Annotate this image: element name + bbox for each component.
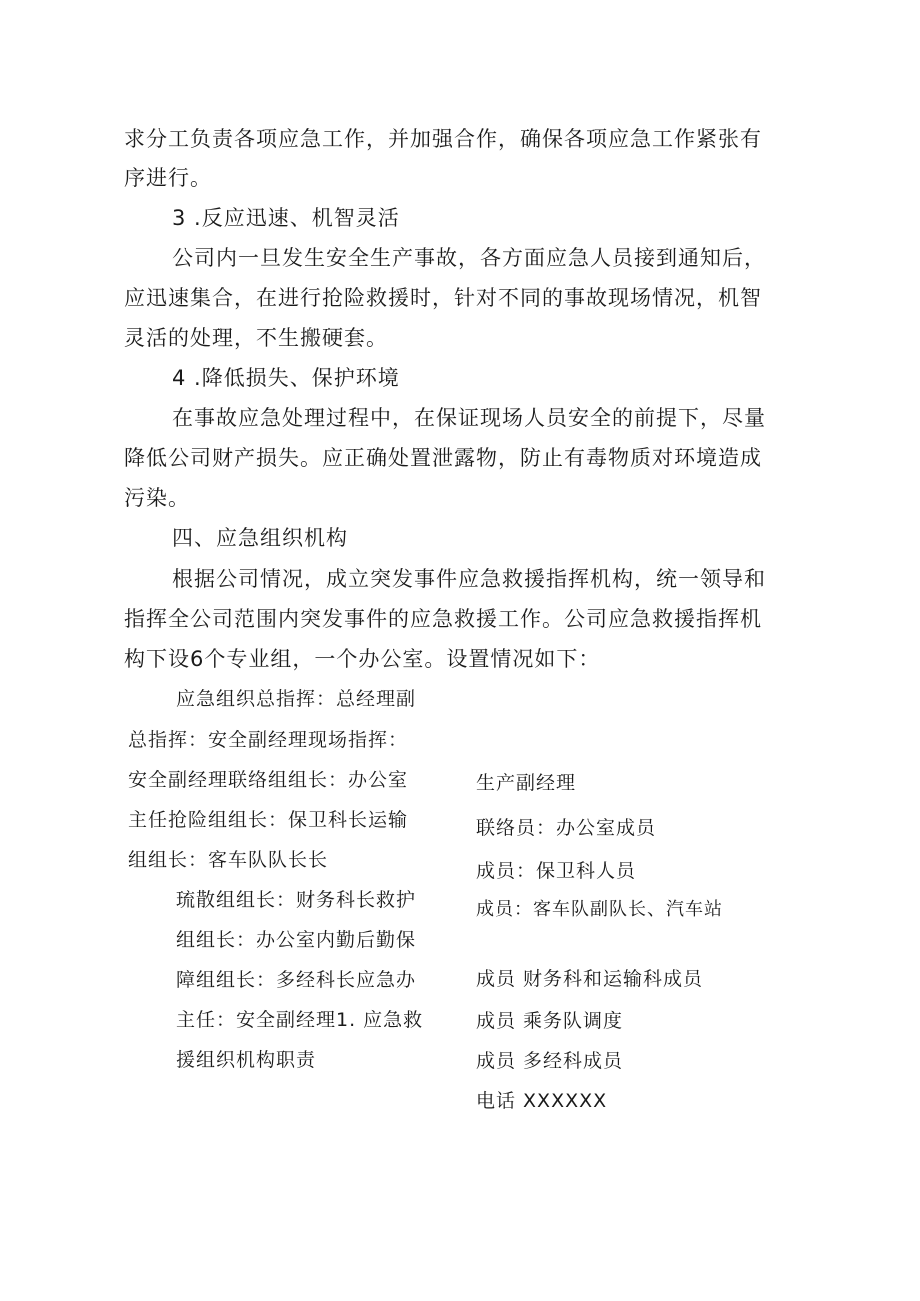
org-left-line: 援组织机构职责 — [176, 1049, 317, 1071]
org-right-line: 成员：客车队副队长、汽车站 — [476, 899, 723, 920]
paragraph-line: 应迅速集合，在进行抢险救援时，针对不同的事故现场情况，机智 — [124, 286, 762, 310]
paragraph-line: 指挥全公司范围内突发事件的应急救援工作。公司应急救援指挥机 — [124, 607, 762, 631]
paragraph-line: 构下设6个专业组，一个办公室。设置情况如下： — [124, 647, 601, 671]
paragraph-line: 降低公司财产损失。应正确处置泄露物，防止有毒物质对环境造成 — [124, 446, 762, 470]
org-left-line: 应急组织总指挥：总经理副 — [176, 688, 417, 710]
paragraph-line: 灵活的处理，不生搬硬套。 — [124, 326, 388, 350]
org-left-line: 组组长：办公室内勤后勤保 — [176, 929, 417, 951]
paragraph-line: 在事故应急处理过程中，在保证现场人员安全的前提下，尽量 — [172, 406, 766, 430]
org-right-line: 成员 多经科成员 — [476, 1050, 624, 1072]
org-left-line: 障组组长：多经科长应急办 — [176, 969, 417, 991]
org-right-line: 成员 乘务队调度 — [476, 1010, 624, 1032]
org-right-line: 联络员：办公室成员 — [476, 817, 657, 839]
org-right-line: 成员 财务科和运输科成员 — [476, 968, 704, 990]
org-right-line: 电话 XXXXXX — [476, 1090, 608, 1112]
paragraph-line: 求分工负责各项应急工作，并加强合作，确保各项应急工作紧张有 — [124, 127, 762, 151]
org-right-line: 生产副经理 — [476, 772, 577, 794]
subheading: 4 .降低损失、保护环境 — [172, 366, 400, 390]
paragraph-line: 公司内一旦发生安全生产事故，各方面应急人员接到通知后， — [172, 246, 766, 270]
org-left-line: 主任：安全副经理1. 应急救 — [176, 1009, 424, 1031]
paragraph-line: 污染。 — [124, 486, 190, 510]
paragraph-line: 根据公司情况，成立突发事件应急救援指挥机构，统一领导和 — [172, 567, 766, 591]
org-left-line: 主任抢险组组长：保卫科长运输 — [128, 809, 409, 831]
org-right-line: 成员：保卫科人员 — [476, 860, 637, 882]
paragraph-line: 序进行。 — [124, 166, 212, 190]
org-left-line: 总指挥：安全副经理现场指挥： — [128, 729, 409, 751]
org-left-line: 安全副经理联络组组长：办公室 — [128, 769, 409, 791]
org-left-line: 琉散组组长：财务科长救护 — [176, 889, 417, 911]
subheading: 3 .反应迅速、机智灵活 — [172, 206, 400, 230]
section-heading: 四、应急组织机构 — [172, 526, 348, 550]
org-left-line: 组组长：客车队队长长 — [128, 849, 329, 871]
